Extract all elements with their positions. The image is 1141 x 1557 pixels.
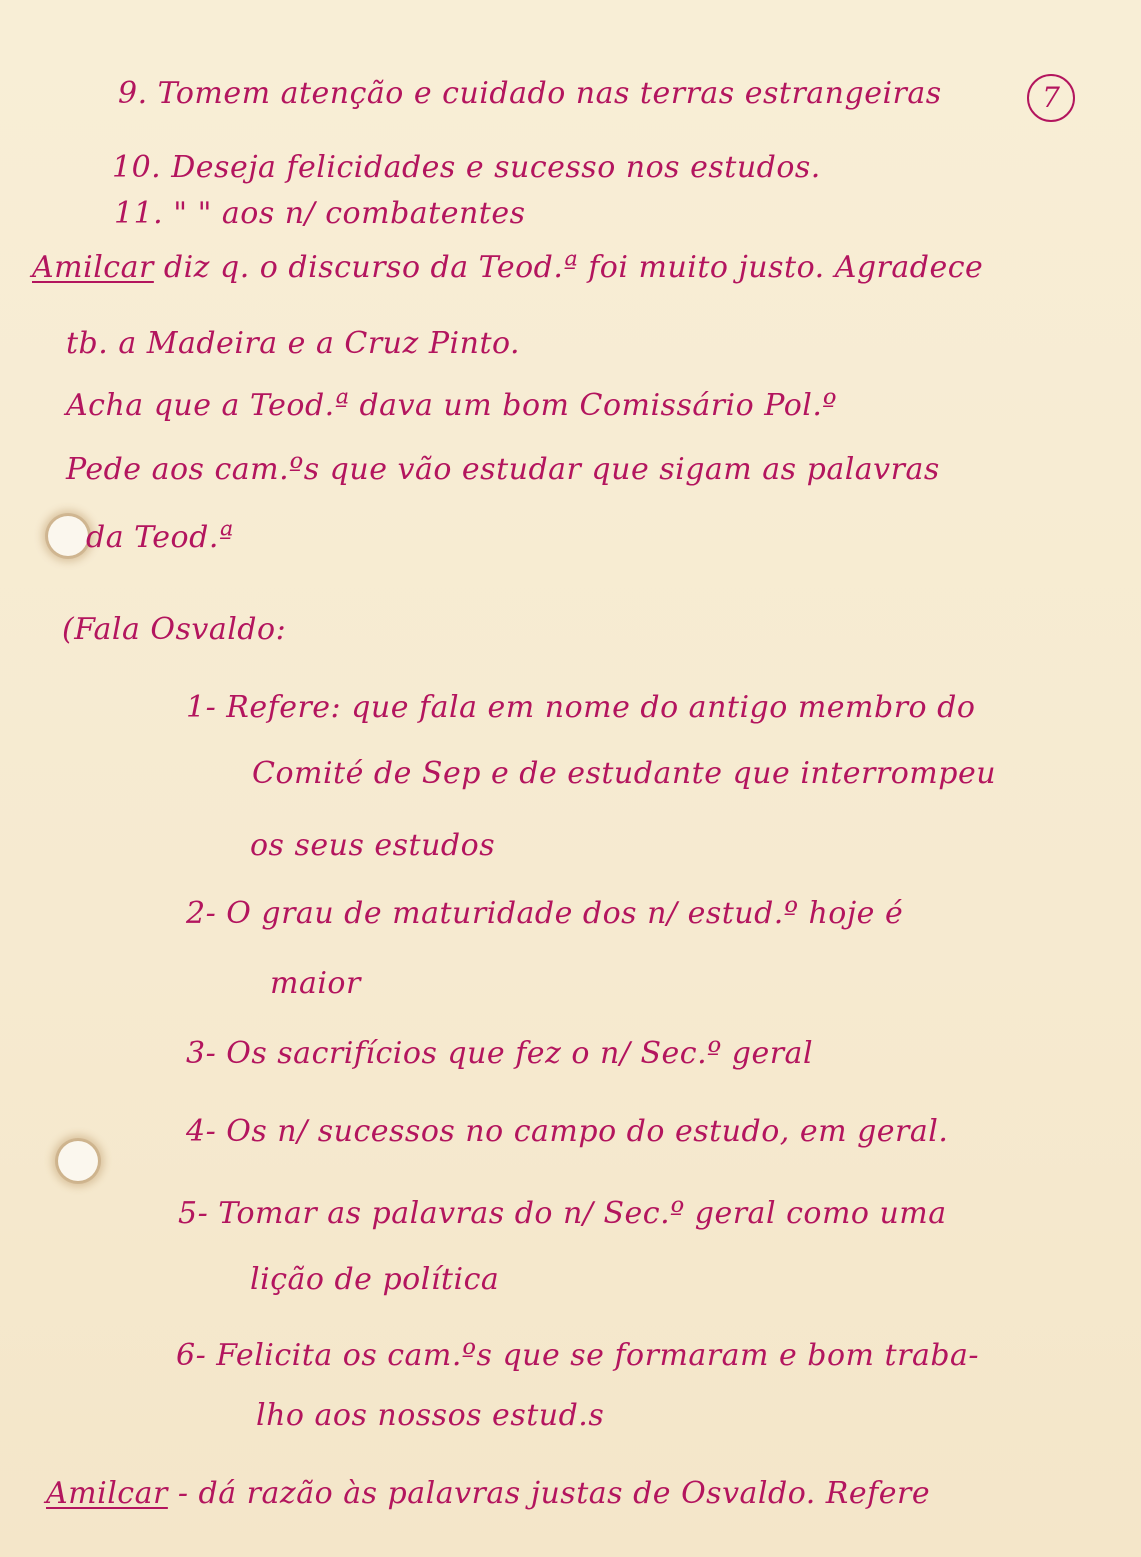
line-request: Pede aos cam.ºs que vão estudar que sigam as palavras (66, 452, 940, 487)
osvaldo-point-6b: lho aos nossos estud.s (256, 1398, 605, 1433)
speaker-amilcar: Amilcar (32, 250, 154, 285)
line-amilcar-1 (32, 250, 983, 285)
osvaldo-point-3: 3- Os sacrifícios que fez o n/ Sec.º geral (186, 1036, 814, 1071)
osvaldo-point-5b: lição de política (250, 1262, 500, 1297)
line-item-9: 9. Tomem atenção e cuidado nas terras estrangeiras (118, 76, 942, 111)
line-item-10: 10. Deseja felicidades e sucesso nos estudos. (112, 150, 821, 185)
osvaldo-point-6a: 6- Felicita os cam.ºs que se formaram e bom traba- (176, 1338, 980, 1373)
line-commissioner: Acha que a Teod.ª dava um bom Comissário Pol.º (66, 388, 838, 423)
line-thanks: tb. a Madeira e a Cruz Pinto. (66, 326, 521, 361)
osvaldo-point-2a: 2- O grau de maturidade dos n/ estud.º hoje é (186, 896, 904, 931)
line-teod: da Teod.ª (86, 520, 234, 555)
line-item-11: 11. " " aos n/ combatentes (114, 196, 526, 231)
line-amilcar-2-rest: - dá razão às palavras justas de Osvaldo. Refere (167, 1476, 931, 1511)
osvaldo-point-1b: Comité de Sep e de estudante que interrompeu (252, 756, 997, 791)
osvaldo-point-5a: 5- Tomar as palavras do n/ Sec.º geral como uma (178, 1196, 947, 1231)
punch-hole-top (48, 516, 88, 556)
line-osvaldo-header: (Fala Osvaldo: (62, 612, 287, 647)
osvaldo-point-1a: 1- Refere: que fala em nome do antigo membro do (186, 690, 976, 725)
line-amilcar-1-rest: diz q. o discurso da Teod.ª foi muito justo. Agradece (153, 250, 984, 285)
osvaldo-point-2b: maior (270, 966, 361, 1001)
page-number-circled: 7 (1027, 74, 1075, 122)
osvaldo-point-1c: os seus estudos (250, 828, 496, 863)
punch-hole-bottom (58, 1141, 98, 1181)
osvaldo-point-4: 4- Os n/ sucessos no campo do estudo, em geral. (186, 1114, 949, 1149)
line-amilcar-2 (46, 1476, 930, 1511)
speaker-amilcar-2: Amilcar (46, 1476, 168, 1511)
